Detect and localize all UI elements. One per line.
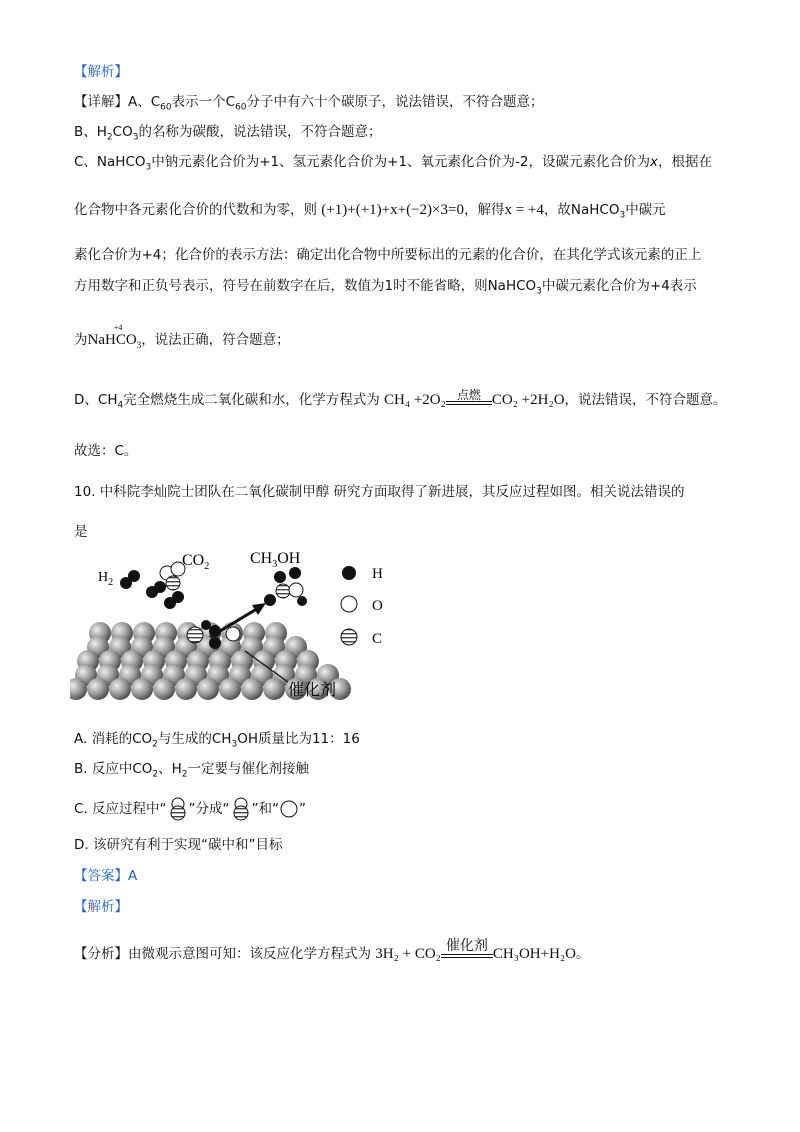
- catalyst-atom: [219, 678, 241, 700]
- detail-prefix: 【详解】: [74, 94, 128, 110]
- detail-line-c5: 为NaH +4 $CO_3$，说法正确，符合题意；: [74, 323, 290, 350]
- catalyst-atom: [87, 678, 109, 700]
- detail-line-a: 【详解】A、$C_{60}$表示一个$C_{60}$分子中有六十个碳原子，说法错误，不符合题意；: [74, 94, 544, 113]
- valence-equation: (+1)+(+1)+x+(−2)×3=0: [321, 202, 464, 218]
- ch3oh-molecule: [264, 567, 307, 606]
- oxygen-atom-icon: [279, 799, 299, 819]
- catalyst-atom: [197, 678, 219, 700]
- label-catalyst: 催化剂: [288, 680, 337, 699]
- detail-line-d: D、$CH_4$完全燃烧生成二氧化碳和水，化学方程式为 CH₄ +2O₂ 点燃 CO₂ +2H₂O，说法错误，不符合题意。: [74, 387, 727, 411]
- co-pair-icon: [167, 796, 189, 822]
- reaction-diagram: [70, 545, 400, 710]
- synthesis-equation: 3H₂ + CO₂ 催化剂 CH₃OH+H₂O: [375, 938, 576, 962]
- detail-line-b: B、$H_2CO_3$的名称为碳酸，说法错误，不符合题意；: [74, 124, 382, 143]
- option-b: B. 反应中$CO_2$、$H_2$一定要与催化剂接触: [74, 761, 310, 780]
- catalyst-atom: [263, 678, 285, 700]
- detail-line-c4: 方用数字和正负号表示，符号在前数字在后，数值为1时不能省略，则NaHCO$_3$中碳元素化合价为+4表示: [74, 278, 697, 297]
- combustion-equation: CH₄ +2O₂ 点燃 CO₂ +2H₂O: [384, 387, 565, 408]
- analysis-label-2: 【解析】: [74, 899, 128, 915]
- analysis-line: 【分析】由微观示意图可知：该反应化学方程式为 3H₂ + CO₂ 催化剂 CH₃OH+H₂O。: [74, 938, 590, 962]
- option-a: A. 消耗的$CO_2$与生成的$CH_3OH$质量比为11：16: [74, 731, 360, 750]
- detail-line-c1: C、NaHCO$_3$中钠元素化合价为+1、氢元素化合价为+1、氧元素化合价为-2，设碳元素化合价为x，根据在: [74, 154, 713, 173]
- legend-h-label: H: [372, 566, 383, 582]
- catalyst-atom: [109, 678, 131, 700]
- option-d: D. 该研究有利于实现“碳中和”目标: [74, 837, 283, 853]
- conclusion: 故选：C。: [74, 443, 138, 459]
- answer: 【答案】A: [74, 868, 138, 884]
- question-line-1: 10. 中科院李灿院士团队在二氧化碳制甲醇 研究方面取得了新进展，其反应过程如图。相关说法错误的: [74, 484, 685, 500]
- option-c: C. 反应过程中“ ”分成“ ”和“ ”: [74, 796, 306, 822]
- legend-o-label: O: [372, 598, 383, 614]
- detail-line-c2: 化合物中各元素化合价的代数和为零，则 (+1)+(+1)+x+(−2)×3=0，解得x = +4，故NaHCO$_3$中碳元: [74, 202, 666, 221]
- label-h2: $H_2$: [98, 570, 114, 588]
- catalyst-atom: [175, 678, 197, 700]
- legend-c-label: C: [372, 631, 383, 647]
- valence-solution: x = +4: [504, 202, 544, 218]
- detail-line-c3: 素化合价为+4；化合价的表示方法：确定出化合物中所要标出的元素的化合价，在其化学式该元素的正上: [74, 247, 702, 263]
- catalyst-atom: [241, 678, 263, 700]
- co-pair-icon-2: [230, 796, 252, 822]
- label-co2: $CO_2$: [182, 552, 210, 572]
- valence-formula: NaH +4 $CO_3$: [87, 323, 142, 350]
- analysis-label: 【解析】: [74, 64, 128, 80]
- catalyst-atom: [131, 678, 153, 700]
- legend: [341, 566, 383, 647]
- catalyst-atom: [153, 678, 175, 700]
- label-ch3oh: $CH_3OH$: [250, 550, 301, 570]
- question-line-2: 是: [74, 524, 88, 540]
